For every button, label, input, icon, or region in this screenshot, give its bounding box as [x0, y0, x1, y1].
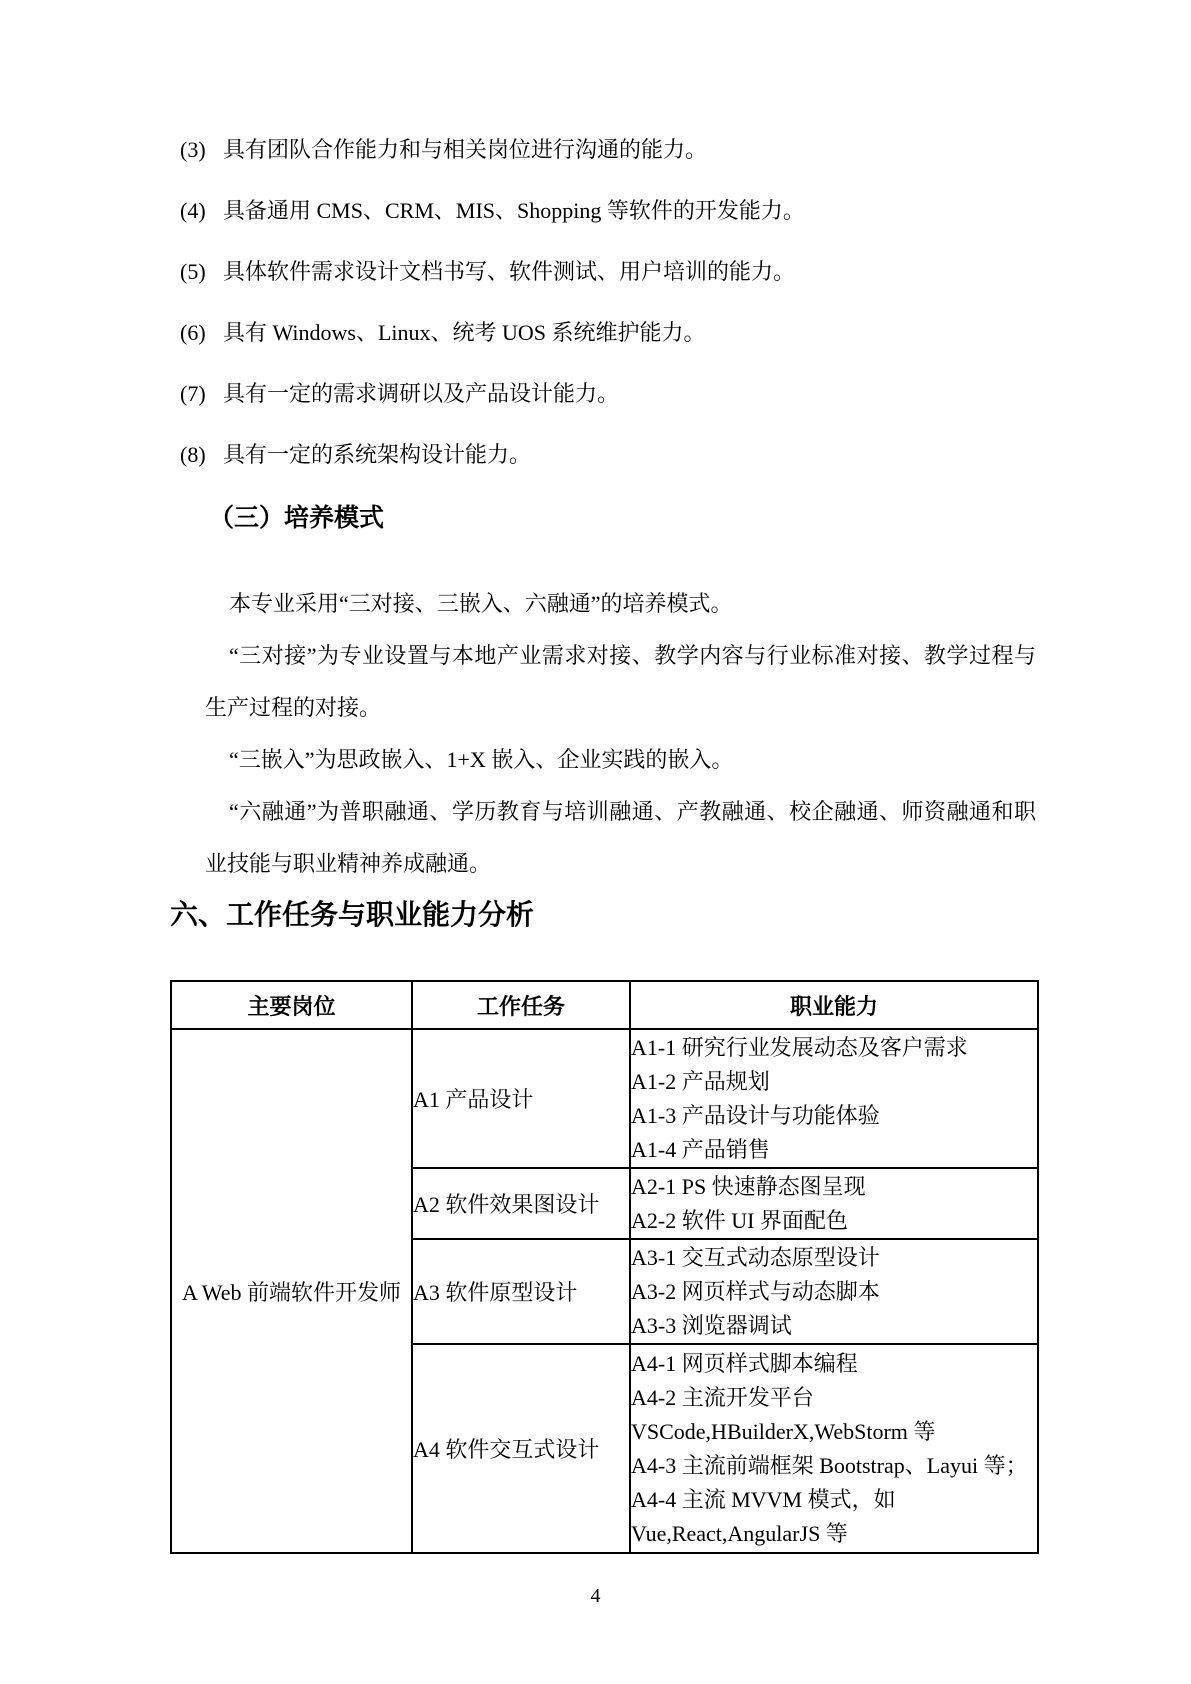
list-item — [180, 380, 1036, 408]
ability-line: A3-1 交互式动态原型设计 — [631, 1244, 880, 1270]
ability-line: A1-4 产品销售 — [631, 1136, 770, 1162]
task-cell: A4 软件交互式设计 — [412, 1344, 630, 1553]
ability-cell — [630, 1344, 1038, 1553]
list-item — [180, 319, 1036, 347]
section-heading-training-mode: （三）培养模式 — [209, 505, 385, 532]
list-item-number: (4) — [180, 198, 206, 223]
ability-line: A4-3 主流前端框架 Bootstrap、Layui 等； — [631, 1452, 1028, 1478]
ability-line: A1-1 研究行业发展动态及客户需求 — [631, 1034, 968, 1060]
ability-line: A4-2 主流开发平台 — [631, 1384, 814, 1410]
ability-line: A1-2 产品规划 — [631, 1068, 770, 1094]
ability-line: Vue,React,AngularJS 等 — [631, 1520, 848, 1546]
ability-line: A2-1 PS 快速静态图呈现 — [631, 1173, 866, 1199]
main-heading-task-analysis: 六、工作任务与职业能力分析 — [170, 900, 535, 931]
list-item-text: 具体软件需求设计文档书写、软件测试、用户培训的能力。 — [223, 259, 796, 284]
list-item-number: (5) — [180, 259, 206, 284]
ability-line: A2-2 软件 UI 界面配色 — [631, 1207, 848, 1233]
task-cell: A2 软件效果图设计 — [412, 1168, 630, 1239]
paragraph: “三对接”为专业设置与本地产业需求对接、教学内容与行业标准对接、教学过程与生产过程的对接。 — [205, 643, 1036, 720]
list-item-text: 具有一定的需求调研以及产品设计能力。 — [223, 381, 620, 406]
list-item-text: 具有一定的系统架构设计能力。 — [223, 442, 532, 467]
list-item-text: 具备通用 CMS、CRM、MIS、Shopping 等软件的开发能力。 — [223, 198, 805, 223]
ability-line: A4-1 网页样式脚本编程 — [631, 1350, 858, 1376]
list-item — [180, 258, 1036, 286]
ability-cell — [630, 1168, 1038, 1239]
paragraph: 本专业采用“三对接、三嵌入、六融通”的培养模式。 — [229, 591, 733, 616]
table-header-row — [171, 981, 1038, 1029]
column-header-task: 工作任务 — [412, 981, 630, 1029]
ability-cell — [630, 1029, 1038, 1168]
ability-line: A3-2 网页样式与动态脚本 — [631, 1278, 880, 1304]
ability-line: A4-4 主流 MVVM 模式，如 — [631, 1486, 896, 1512]
capability-list — [160, 0, 1036, 469]
list-item — [180, 197, 1036, 225]
ability-cell — [630, 1239, 1038, 1344]
task-cell: A3 软件原型设计 — [412, 1239, 630, 1344]
list-item-number: (8) — [180, 442, 206, 467]
position-cell: A Web 前端软件开发师 — [171, 1029, 412, 1553]
paragraph: “三嵌入”为思政嵌入、1+X 嵌入、企业实践的嵌入。 — [229, 747, 734, 772]
task-ability-table — [170, 980, 1039, 1554]
ability-line: A3-3 浏览器调试 — [631, 1312, 792, 1338]
list-item — [180, 441, 1036, 469]
page-number: 4 — [590, 1585, 601, 1607]
column-header-position: 主要岗位 — [171, 981, 412, 1029]
page-content — [160, 0, 1036, 1554]
list-item-number: (7) — [180, 381, 206, 406]
list-item-number: (6) — [180, 320, 206, 345]
table-row — [171, 1029, 1038, 1168]
paragraph: “六融通”为普职融通、学历教育与培训融通、产教融通、校企融通、师资融通和职业技能与职业精神养成融通。 — [205, 799, 1036, 876]
task-cell: A1 产品设计 — [412, 1029, 630, 1168]
column-header-ability: 职业能力 — [630, 981, 1038, 1029]
list-item-number: (3) — [180, 137, 206, 162]
list-item-text: 具有 Windows、Linux、统考 UOS 系统维护能力。 — [223, 320, 706, 345]
ability-line: A1-3 产品设计与功能体验 — [631, 1102, 880, 1128]
ability-line: VSCode,HBuilderX,WebStorm 等 — [631, 1418, 936, 1444]
paragraph-block — [205, 578, 1036, 890]
list-item — [180, 136, 1036, 164]
list-item-text: 具有团队合作能力和与相关岗位进行沟通的能力。 — [223, 137, 708, 162]
